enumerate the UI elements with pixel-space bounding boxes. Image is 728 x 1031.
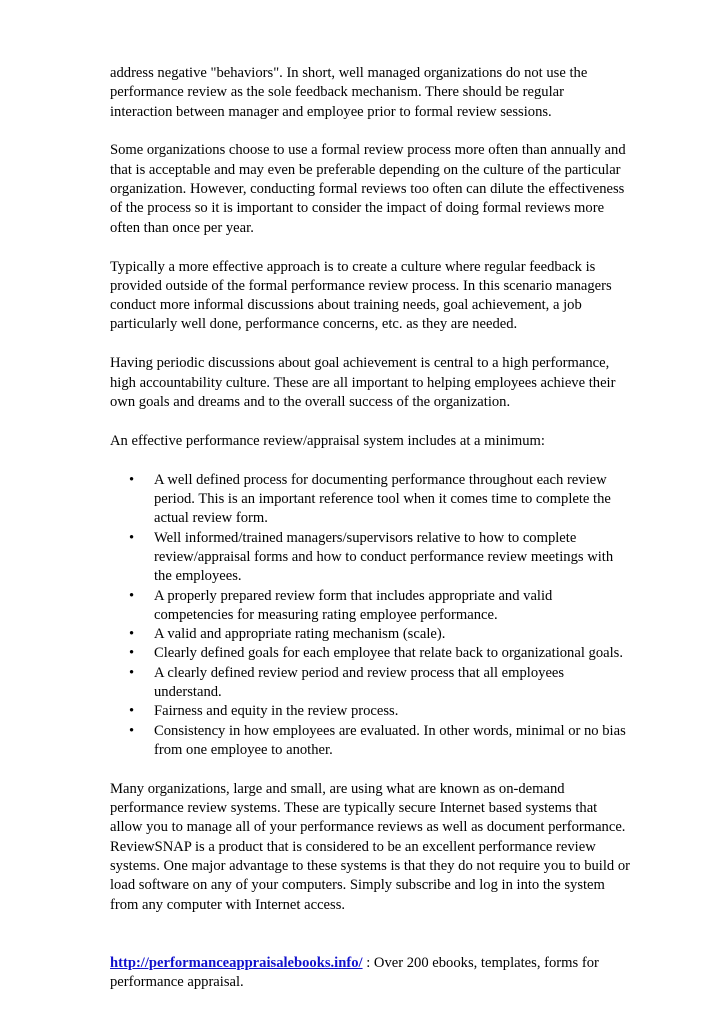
list-item bbox=[110, 529, 630, 587]
bullet-icon: • bbox=[129, 722, 135, 739]
list-item bbox=[110, 702, 630, 721]
paragraph-list-intro: An effective performance review/appraisal system includes at a minimum: bbox=[110, 432, 545, 449]
list-item-text: Fairness and equity in the review process. bbox=[154, 703, 399, 720]
requirements-list bbox=[110, 471, 630, 760]
bullet-icon: • bbox=[129, 664, 135, 681]
list-item bbox=[110, 644, 630, 663]
bullet-icon: • bbox=[129, 626, 135, 643]
list-item-text: A clearly defined review period and review process that all employees understand. bbox=[154, 664, 565, 700]
paragraph-review-frequency: Some organizations choose to use a formal review process more often than annually and that is acceptable and may even be preferable depending on the culture of the particular organization. However, conducting formal reviews too often can dilute the effectiveness of the process so it is important to consider the impact of doing formal reviews more often than once per year. bbox=[110, 142, 626, 236]
footer-description: : Over 200 ebooks, templates, forms for performance appraisal. bbox=[110, 954, 599, 991]
bullet-icon: • bbox=[129, 587, 135, 604]
paragraph-on-demand-systems: Many organizations, large and small, are using what are known as on-demand performance review systems. These are typically secure Internet based systems that allow you to manage all of your performance reviews as well as document performance. ReviewSNAP is a product that is considered to be an excellent performance review systems. One major advantage to these systems is that they do not require you to build or load software on any of your computers. Simply subscribe and log in into the system from any computer with Internet access. bbox=[110, 780, 631, 913]
list-item bbox=[110, 664, 630, 703]
list-item-text: Consistency in how employees are evaluated. In other words, minimal or no bias from one employee to another. bbox=[154, 722, 626, 758]
bullet-icon: • bbox=[129, 645, 135, 662]
list-item bbox=[110, 722, 630, 761]
list-item-text: Clearly defined goals for each employee that relate back to organizational goals. bbox=[154, 645, 623, 662]
bullet-icon: • bbox=[129, 471, 135, 488]
bullet-icon: • bbox=[129, 529, 135, 546]
ebooks-link[interactable]: http://performanceappraisalebooks.info/ bbox=[110, 954, 363, 971]
paragraph-feedback-culture: Typically a more effective approach is to create a culture where regular feedback is provided outside of the formal performance review process. In this scenario managers conduct more informal discussions about training needs, goal achievement, a job particularly well done, performance concerns, etc. as they are needed. bbox=[110, 258, 612, 333]
document-page bbox=[110, 64, 630, 1012]
paragraph-goal-discussions: Having periodic discussions about goal achievement is central to a high performance, high accountability culture. These are all important to helping employees achieve their own goals and dreams and to the overall success of the organization. bbox=[110, 355, 616, 410]
bullet-icon: • bbox=[129, 703, 135, 720]
list-item-text: A valid and appropriate rating mechanism (scale). bbox=[154, 626, 446, 643]
list-item-text: A well defined process for documenting performance throughout each review period. This is an important reference tool when it comes time to complete the actual review form. bbox=[154, 471, 611, 527]
list-item-text: Well informed/trained managers/supervisors relative to how to complete review/appraisal forms and how to conduct performance review meetings with the employees. bbox=[154, 529, 614, 585]
list-item bbox=[110, 625, 630, 644]
list-item bbox=[110, 471, 630, 529]
footer-resource-line bbox=[110, 954, 630, 993]
list-item-text: A properly prepared review form that includes appropriate and valid competencies for measuring rating employee performance. bbox=[154, 587, 553, 623]
paragraph-feedback-mechanism: address negative "behaviors". In short, well managed organizations do not use the performance review as the sole feedback mechanism. There should be regular interaction between manager and employee prior to formal review sessions. bbox=[110, 65, 588, 120]
list-item bbox=[110, 587, 630, 626]
